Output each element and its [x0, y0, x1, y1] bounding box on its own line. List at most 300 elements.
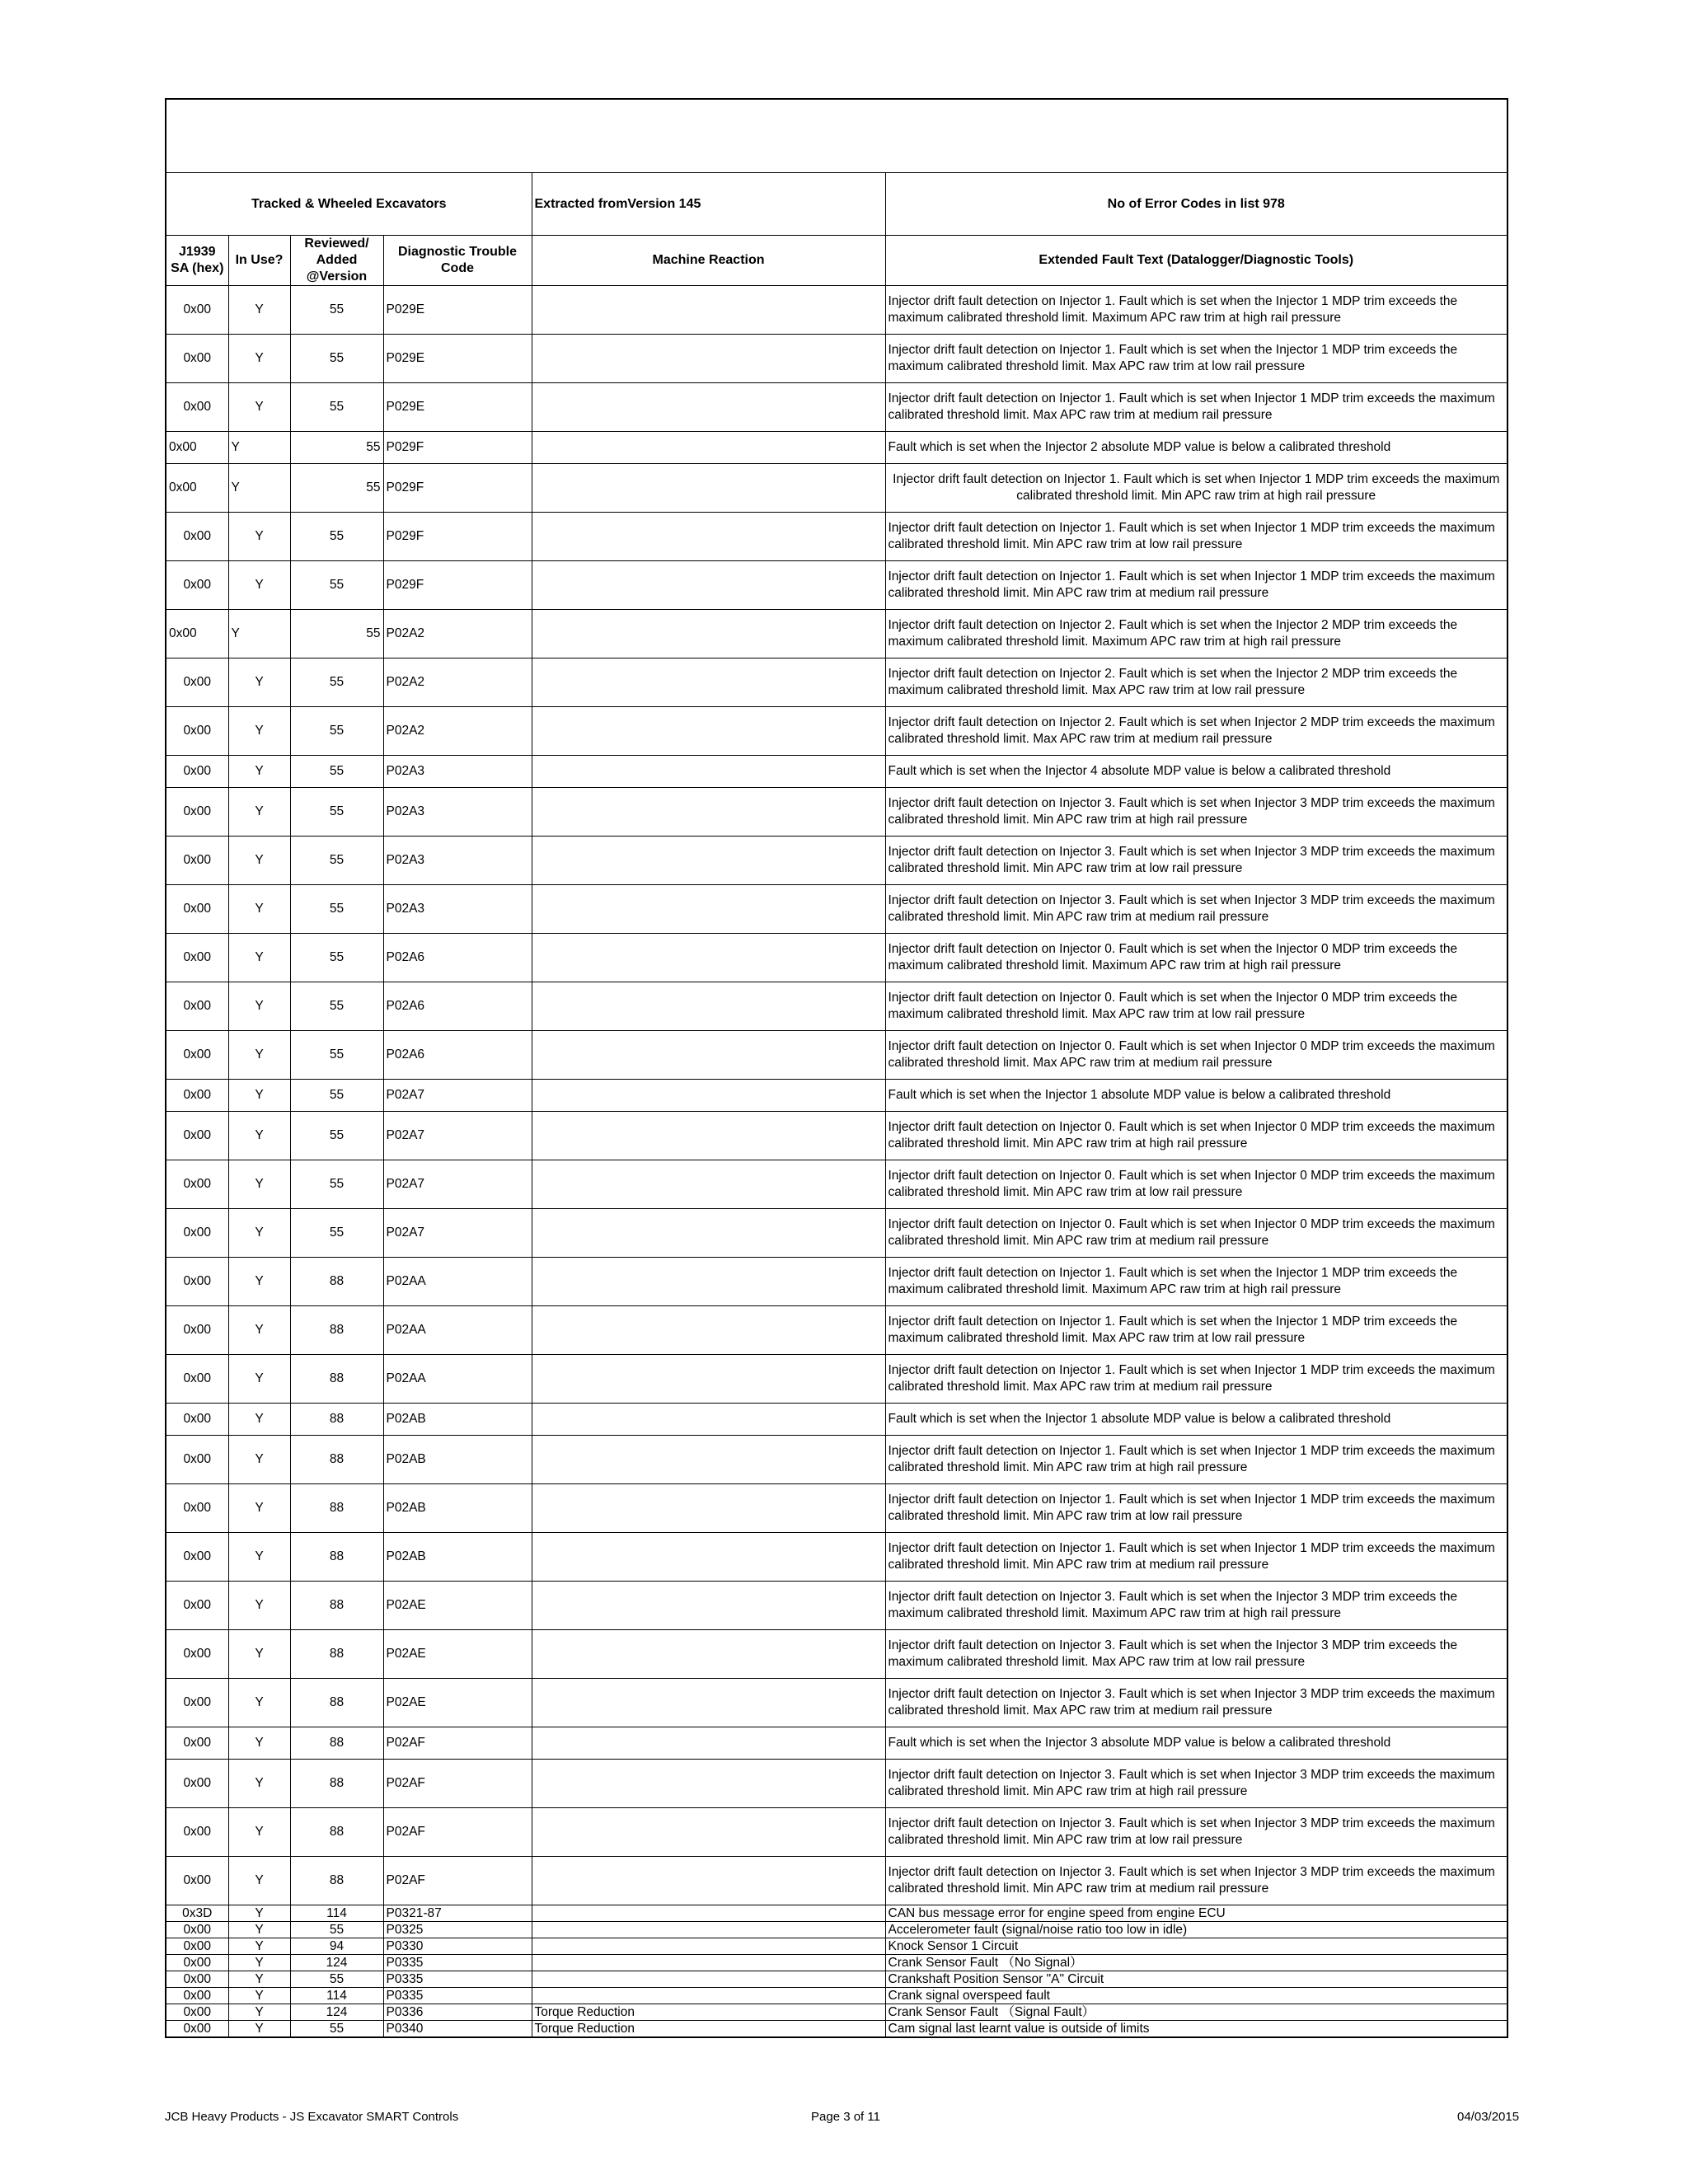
cell-version: 55: [290, 432, 383, 464]
cell-dtc: P02AB: [383, 1484, 532, 1533]
cell-sa: 0x00: [166, 1857, 228, 1905]
cell-reaction: [532, 513, 885, 561]
cell-version: 55: [290, 707, 383, 756]
cell-fault-text: Injector drift fault detection on Injector 3. Fault which is set when Injector 3 MDP trim exceeds the maximum calibrated threshold limit. Max APC raw trim at medium rail pressure: [885, 1679, 1507, 1727]
cell-in-use: Y: [228, 982, 290, 1031]
cell-reaction: [532, 432, 885, 464]
cell-fault-text: Injector drift fault detection on Injector 1. Fault which is set when Injector 1 MDP trim exceeds the maximum calibrated threshold limit. Min APC raw trim at low rail pressure: [885, 513, 1507, 561]
table-row: [166, 2004, 1507, 2021]
cell-sa: 0x00: [166, 837, 228, 885]
cell-fault-text: Injector drift fault detection on Injector 3. Fault which is set when Injector 3 MDP trim exceeds the maximum calibrated threshold limit. Min APC raw trim at medium rail pressure: [885, 1857, 1507, 1905]
cell-fault-text: Crank Sensor Fault （No Signal）: [885, 1955, 1507, 1971]
cell-fault-text: Injector drift fault detection on Injector 3. Fault which is set when Injector 3 MDP trim exceeds the maximum calibrated threshold limit. Min APC raw trim at low rail pressure: [885, 837, 1507, 885]
cell-in-use: Y: [228, 1679, 290, 1727]
cell-fault-text: Crank Sensor Fault （Signal Fault）: [885, 2004, 1507, 2021]
cell-in-use: Y: [228, 1760, 290, 1808]
cell-fault-text: Injector drift fault detection on Injector 0. Fault which is set when the Injector 0 MDP trim exceeds the maximum calibrated threshold limit. Max APC raw trim at low rail pressure: [885, 982, 1507, 1031]
cell-in-use: Y: [228, 1355, 290, 1404]
table-title-row: [166, 173, 1507, 236]
cell-in-use: Y: [228, 1306, 290, 1355]
cell-in-use: Y: [228, 1922, 290, 1938]
table-row: [166, 1484, 1507, 1533]
table-row: [166, 464, 1507, 513]
cell-sa: 0x00: [166, 1922, 228, 1938]
cell-in-use: Y: [228, 286, 290, 335]
cell-sa: 0x00: [166, 1080, 228, 1112]
cell-reaction: [532, 885, 885, 934]
cell-version: 55: [290, 1112, 383, 1160]
cell-reaction: [532, 1258, 885, 1306]
cell-dtc: P02A3: [383, 885, 532, 934]
cell-sa: 0x00: [166, 756, 228, 788]
cell-version: 88: [290, 1436, 383, 1484]
cell-in-use: Y: [228, 2021, 290, 2037]
cell-sa: 0x00: [166, 2021, 228, 2037]
cell-reaction: [532, 1857, 885, 1905]
cell-sa: 0x00: [166, 1938, 228, 1955]
cell-dtc: P02AB: [383, 1404, 532, 1436]
cell-version: 55: [290, 286, 383, 335]
cell-dtc: P02A2: [383, 707, 532, 756]
table-row: [166, 561, 1507, 610]
cell-dtc: P02A3: [383, 756, 532, 788]
table-row: [166, 1988, 1507, 2004]
cell-sa: 0x00: [166, 464, 228, 513]
cell-reaction: [532, 1160, 885, 1209]
cell-fault-text: Injector drift fault detection on Injector 1. Fault which is set when Injector 1 MDP trim exceeds the maximum calibrated threshold limit. Min APC raw trim at medium rail pressure: [885, 1533, 1507, 1582]
cell-fault-text: Fault which is set when the Injector 4 absolute MDP value is below a calibrated threshold: [885, 756, 1507, 788]
table-row: [166, 1080, 1507, 1112]
cell-fault-text: Injector drift fault detection on Injector 3. Fault which is set when Injector 3 MDP trim exceeds the maximum calibrated threshold limit. Min APC raw trim at medium rail pressure: [885, 885, 1507, 934]
cell-sa: 0x00: [166, 286, 228, 335]
cell-dtc: P02AE: [383, 1582, 532, 1630]
cell-reaction: [532, 335, 885, 383]
cell-dtc: P02A7: [383, 1160, 532, 1209]
cell-fault-text: Injector drift fault detection on Injector 2. Fault which is set when the Injector 2 MDP trim exceeds the maximum calibrated threshold limit. Max APC raw trim at low rail pressure: [885, 658, 1507, 707]
cell-fault-text: Injector drift fault detection on Injector 1. Fault which is set when the Injector 1 MDP trim exceeds the maximum calibrated threshold limit. Maximum APC raw trim at high rail pressure: [885, 1258, 1507, 1306]
cell-in-use: Y: [228, 1857, 290, 1905]
table-row: [166, 610, 1507, 658]
cell-fault-text: Injector drift fault detection on Injector 1. Fault which is set when Injector 1 MDP trim exceeds the maximum calibrated threshold limit. Max APC raw trim at medium rail pressure: [885, 383, 1507, 432]
cell-dtc: P02A2: [383, 658, 532, 707]
cell-in-use: Y: [228, 837, 290, 885]
cell-reaction: [532, 1679, 885, 1727]
table-row: [166, 286, 1507, 335]
cell-fault-text: Injector drift fault detection on Injector 0. Fault which is set when Injector 0 MDP trim exceeds the maximum calibrated threshold limit. Min APC raw trim at high rail pressure: [885, 1112, 1507, 1160]
cell-version: 88: [290, 1404, 383, 1436]
cell-version: 55: [290, 335, 383, 383]
cell-dtc: P02AE: [383, 1630, 532, 1679]
cell-sa: 0x00: [166, 561, 228, 610]
cell-version: 88: [290, 1533, 383, 1582]
cell-sa: 0x00: [166, 1760, 228, 1808]
cell-sa: 0x00: [166, 1404, 228, 1436]
cell-reaction: [532, 1630, 885, 1679]
cell-in-use: Y: [228, 658, 290, 707]
cell-version: 55: [290, 934, 383, 982]
table-row: [166, 1031, 1507, 1080]
cell-sa: 0x00: [166, 658, 228, 707]
cell-reaction: [532, 1905, 885, 1922]
table-row: [166, 1258, 1507, 1306]
cell-reaction: [532, 1404, 885, 1436]
cell-in-use: Y: [228, 1031, 290, 1080]
cell-reaction: [532, 1760, 885, 1808]
table-row: [166, 1112, 1507, 1160]
cell-reaction: [532, 707, 885, 756]
cell-fault-text: Injector drift fault detection on Injector 3. Fault which is set when Injector 3 MDP trim exceeds the maximum calibrated threshold limit. Min APC raw trim at high rail pressure: [885, 1760, 1507, 1808]
cell-version: 124: [290, 1955, 383, 1971]
cell-dtc: P02AB: [383, 1436, 532, 1484]
cell-reaction: [532, 1112, 885, 1160]
cell-sa: 0x00: [166, 383, 228, 432]
cell-sa: 0x00: [166, 1306, 228, 1355]
cell-sa: 0x00: [166, 1160, 228, 1209]
cell-in-use: Y: [228, 1484, 290, 1533]
cell-in-use: Y: [228, 610, 290, 658]
cell-in-use: Y: [228, 1582, 290, 1630]
cell-fault-text: Injector drift fault detection on Injector 1. Fault which is set when the Injector 1 MDP trim exceeds the maximum calibrated threshold limit. Max APC raw trim at low rail pressure: [885, 1306, 1507, 1355]
cell-version: 114: [290, 1988, 383, 2004]
cell-version: 55: [290, 1971, 383, 1988]
cell-reaction: [532, 1988, 885, 2004]
table-row: [166, 1533, 1507, 1582]
cell-sa: 0x00: [166, 1436, 228, 1484]
cell-in-use: Y: [228, 383, 290, 432]
cell-sa: 0x00: [166, 1533, 228, 1582]
cell-in-use: Y: [228, 707, 290, 756]
cell-sa: 0x00: [166, 707, 228, 756]
table-row: [166, 1679, 1507, 1727]
cell-dtc: P029F: [383, 432, 532, 464]
error-code-sheet: [165, 98, 1508, 2038]
cell-reaction: [532, 383, 885, 432]
col-header-reaction: Machine Reaction: [532, 236, 885, 286]
cell-in-use: Y: [228, 1727, 290, 1760]
table-row: [166, 383, 1507, 432]
cell-dtc: P02AF: [383, 1760, 532, 1808]
cell-version: 55: [290, 513, 383, 561]
cell-reaction: Torque Reduction: [532, 2004, 885, 2021]
cell-sa: 0x00: [166, 788, 228, 837]
cell-reaction: [532, 1436, 885, 1484]
cell-fault-text: Crankshaft Position Sensor "A" Circuit: [885, 1971, 1507, 1988]
table-row: [166, 788, 1507, 837]
cell-reaction: [532, 1938, 885, 1955]
cell-fault-text: Injector drift fault detection on Injector 3. Fault which is set when the Injector 3 MDP trim exceeds the maximum calibrated threshold limit. Maximum APC raw trim at high rail pressure: [885, 1582, 1507, 1630]
table-row: [166, 1209, 1507, 1258]
table-row: [166, 432, 1507, 464]
footer-page-number: Page 3 of 11: [811, 2110, 880, 2124]
cell-version: 88: [290, 1808, 383, 1857]
cell-in-use: Y: [228, 335, 290, 383]
cell-sa: 0x00: [166, 610, 228, 658]
table-row: [166, 1355, 1507, 1404]
cell-reaction: [532, 1209, 885, 1258]
cell-reaction: [532, 982, 885, 1031]
cell-in-use: Y: [228, 788, 290, 837]
cell-fault-text: Injector drift fault detection on Injector 1. Fault which is set when Injector 1 MDP trim exceeds the maximum calibrated threshold limit. Min APC raw trim at medium rail pressure: [885, 561, 1507, 610]
cell-in-use: Y: [228, 1258, 290, 1306]
cell-fault-text: Injector drift fault detection on Injector 2. Fault which is set when Injector 2 MDP trim exceeds the maximum calibrated threshold limit. Max APC raw trim at medium rail pressure: [885, 707, 1507, 756]
cell-dtc: P02A6: [383, 934, 532, 982]
cell-fault-text: Fault which is set when the Injector 2 absolute MDP value is below a calibrated threshold: [885, 432, 1507, 464]
cell-sa: 0x00: [166, 2004, 228, 2021]
cell-sa: 0x00: [166, 1258, 228, 1306]
cell-version: 55: [290, 788, 383, 837]
error-count-title: No of Error Codes in list 978: [885, 173, 1507, 236]
cell-in-use: Y: [228, 1971, 290, 1988]
footer-date: 04/03/2015: [1457, 2110, 1520, 2124]
cell-version: 55: [290, 1080, 383, 1112]
cell-reaction: [532, 1306, 885, 1355]
cell-reaction: [532, 1355, 885, 1404]
cell-in-use: Y: [228, 1404, 290, 1436]
cell-dtc: P02A7: [383, 1209, 532, 1258]
table-row: [166, 513, 1507, 561]
cell-reaction: [532, 1808, 885, 1857]
table-row: [166, 1808, 1507, 1857]
cell-fault-text: Injector drift fault detection on Injector 1. Fault which is set when the Injector 1 MDP trim exceeds the maximum calibrated threshold limit. Max APC raw trim at low rail pressure: [885, 335, 1507, 383]
cell-reaction: [532, 934, 885, 982]
col-header-dtc: Diagnostic Trouble Code: [383, 236, 532, 286]
cell-dtc: P029E: [383, 335, 532, 383]
cell-sa: 0x00: [166, 1727, 228, 1760]
cell-in-use: Y: [228, 1955, 290, 1971]
cell-sa: 0x00: [166, 1808, 228, 1857]
col-header-fault-text: Extended Fault Text (Datalogger/Diagnostic Tools): [885, 236, 1507, 286]
cell-dtc: P029E: [383, 286, 532, 335]
cell-sa: 0x3D: [166, 1905, 228, 1922]
cell-dtc: P02AA: [383, 1258, 532, 1306]
cell-version: 55: [290, 561, 383, 610]
cell-version: 88: [290, 1306, 383, 1355]
table-row: [166, 982, 1507, 1031]
cell-in-use: Y: [228, 1436, 290, 1484]
cell-fault-text: Fault which is set when the Injector 1 absolute MDP value is below a calibrated threshold: [885, 1404, 1507, 1436]
cell-fault-text: Accelerometer fault (signal/noise ratio too low in idle): [885, 1922, 1507, 1938]
cell-in-use: Y: [228, 1905, 290, 1922]
cell-dtc: P0330: [383, 1938, 532, 1955]
table-row: [166, 1971, 1507, 1988]
cell-fault-text: Injector drift fault detection on Injector 1. Fault which is set when the Injector 1 MDP trim exceeds the maximum calibrated threshold limit. Maximum APC raw trim at high rail pressure: [885, 286, 1507, 335]
table-row: [166, 707, 1507, 756]
table-row: [166, 1760, 1507, 1808]
cell-version: 55: [290, 2021, 383, 2037]
cell-dtc: P02A3: [383, 788, 532, 837]
table-row: [166, 1630, 1507, 1679]
cell-dtc: P02A2: [383, 610, 532, 658]
cell-sa: 0x00: [166, 335, 228, 383]
cell-in-use: Y: [228, 432, 290, 464]
cell-dtc: P029F: [383, 513, 532, 561]
cell-reaction: [532, 1484, 885, 1533]
cell-version: 55: [290, 610, 383, 658]
cell-dtc: P0336: [383, 2004, 532, 2021]
table-row: [166, 1727, 1507, 1760]
cell-dtc: P029F: [383, 561, 532, 610]
cell-version: 88: [290, 1727, 383, 1760]
cell-fault-text: Fault which is set when the Injector 1 absolute MDP value is below a calibrated threshold: [885, 1080, 1507, 1112]
machine-family-title: Tracked & Wheeled Excavators: [166, 173, 532, 236]
table-row: [166, 1160, 1507, 1209]
cell-in-use: Y: [228, 756, 290, 788]
cell-fault-text: Injector drift fault detection on Injector 3. Fault which is set when Injector 3 MDP trim exceeds the maximum calibrated threshold limit. Min APC raw trim at low rail pressure: [885, 1808, 1507, 1857]
cell-dtc: P02AB: [383, 1533, 532, 1582]
cell-sa: 0x00: [166, 1355, 228, 1404]
cell-dtc: P0335: [383, 1955, 532, 1971]
cell-dtc: P02A6: [383, 982, 532, 1031]
cell-dtc: P02AE: [383, 1679, 532, 1727]
col-header-version: Reviewed/ Added @Version: [290, 236, 383, 286]
cell-version: 55: [290, 1031, 383, 1080]
cell-dtc: P029E: [383, 383, 532, 432]
cell-sa: 0x00: [166, 885, 228, 934]
cell-fault-text: Crank signal overspeed fault: [885, 1988, 1507, 2004]
cell-reaction: [532, 1533, 885, 1582]
cell-version: 55: [290, 1160, 383, 1209]
cell-in-use: Y: [228, 934, 290, 982]
cell-dtc: P02AF: [383, 1808, 532, 1857]
cell-fault-text: Injector drift fault detection on Injector 0. Fault which is set when Injector 0 MDP trim exceeds the maximum calibrated threshold limit. Min APC raw trim at low rail pressure: [885, 1160, 1507, 1209]
table-row: [166, 335, 1507, 383]
cell-reaction: [532, 464, 885, 513]
cell-version: 88: [290, 1582, 383, 1630]
cell-dtc: P0325: [383, 1922, 532, 1938]
table-row: [166, 756, 1507, 788]
cell-reaction: Torque Reduction: [532, 2021, 885, 2037]
cell-fault-text: Injector drift fault detection on Injector 3. Fault which is set when the Injector 3 MDP trim exceeds the maximum calibrated threshold limit. Max APC raw trim at low rail pressure: [885, 1630, 1507, 1679]
cell-fault-text: Cam signal last learnt value is outside of limits: [885, 2021, 1507, 2037]
cell-dtc: P02A7: [383, 1080, 532, 1112]
cell-reaction: [532, 1727, 885, 1760]
cell-dtc: P0321-87: [383, 1905, 532, 1922]
cell-sa: 0x00: [166, 1031, 228, 1080]
extracted-version-title: Extracted fromVersion 145: [532, 173, 885, 236]
table-row: [166, 658, 1507, 707]
cell-version: 124: [290, 2004, 383, 2021]
cell-in-use: Y: [228, 885, 290, 934]
cell-dtc: P02A3: [383, 837, 532, 885]
cell-sa: 0x00: [166, 1988, 228, 2004]
blank-header-band: [166, 100, 1507, 173]
cell-sa: 0x00: [166, 934, 228, 982]
cell-sa: 0x00: [166, 1630, 228, 1679]
table-row: [166, 885, 1507, 934]
cell-fault-text: Injector drift fault detection on Injector 0. Fault which is set when the Injector 0 MDP trim exceeds the maximum calibrated threshold limit. Maximum APC raw trim at high rail pressure: [885, 934, 1507, 982]
cell-fault-text: Injector drift fault detection on Injector 3. Fault which is set when Injector 3 MDP trim exceeds the maximum calibrated threshold limit. Min APC raw trim at high rail pressure: [885, 788, 1507, 837]
table-row: [166, 1404, 1507, 1436]
cell-dtc: P02A6: [383, 1031, 532, 1080]
cell-dtc: P0335: [383, 1971, 532, 1988]
cell-version: 55: [290, 837, 383, 885]
cell-reaction: [532, 286, 885, 335]
cell-fault-text: Injector drift fault detection on Injector 1. Fault which is set when Injector 1 MDP trim exceeds the maximum calibrated threshold limit. Min APC raw trim at high rail pressure: [885, 1436, 1507, 1484]
cell-sa: 0x00: [166, 1582, 228, 1630]
cell-fault-text: Injector drift fault detection on Injector 1. Fault which is set when Injector 1 MDP trim exceeds the maximum calibrated threshold limit. Min APC raw trim at high rail pressure: [885, 464, 1507, 513]
cell-version: 88: [290, 1679, 383, 1727]
cell-in-use: Y: [228, 464, 290, 513]
table-row: [166, 837, 1507, 885]
cell-reaction: [532, 1971, 885, 1988]
cell-dtc: P029F: [383, 464, 532, 513]
cell-version: 114: [290, 1905, 383, 1922]
table-row: [166, 2021, 1507, 2037]
cell-sa: 0x00: [166, 1484, 228, 1533]
cell-sa: 0x00: [166, 1955, 228, 1971]
cell-reaction: [532, 610, 885, 658]
cell-dtc: P02AF: [383, 1857, 532, 1905]
table-body: [166, 286, 1507, 2037]
cell-version: 55: [290, 982, 383, 1031]
cell-version: 88: [290, 1630, 383, 1679]
cell-fault-text: Injector drift fault detection on Injector 0. Fault which is set when Injector 0 MDP trim exceeds the maximum calibrated threshold limit. Min APC raw trim at medium rail pressure: [885, 1209, 1507, 1258]
cell-sa: 0x00: [166, 1679, 228, 1727]
footer-document-title: JCB Heavy Products - JS Excavator SMART Controls: [165, 2110, 459, 2124]
cell-in-use: Y: [228, 1209, 290, 1258]
cell-in-use: Y: [228, 1808, 290, 1857]
cell-version: 94: [290, 1938, 383, 1955]
cell-version: 55: [290, 658, 383, 707]
table-row: [166, 1306, 1507, 1355]
cell-in-use: Y: [228, 1630, 290, 1679]
cell-dtc: P02A7: [383, 1112, 532, 1160]
table-row: [166, 1436, 1507, 1484]
cell-sa: 0x00: [166, 1112, 228, 1160]
cell-sa: 0x00: [166, 1971, 228, 1988]
table-row: [166, 1955, 1507, 1971]
cell-in-use: Y: [228, 1112, 290, 1160]
cell-sa: 0x00: [166, 982, 228, 1031]
error-code-table: [166, 173, 1507, 2036]
column-header-row: [166, 236, 1507, 286]
cell-fault-text: Knock Sensor 1 Circuit: [885, 1938, 1507, 1955]
cell-in-use: Y: [228, 1160, 290, 1209]
table-row: [166, 1905, 1507, 1922]
cell-reaction: [532, 756, 885, 788]
cell-reaction: [532, 1582, 885, 1630]
cell-fault-text: Injector drift fault detection on Injector 1. Fault which is set when Injector 1 MDP trim exceeds the maximum calibrated threshold limit. Max APC raw trim at medium rail pressure: [885, 1355, 1507, 1404]
col-header-sa: J1939 SA (hex): [166, 236, 228, 286]
table-row: [166, 934, 1507, 982]
cell-version: 55: [290, 1209, 383, 1258]
cell-version: 55: [290, 756, 383, 788]
cell-reaction: [532, 1031, 885, 1080]
table-row: [166, 1857, 1507, 1905]
table-row: [166, 1938, 1507, 1955]
cell-fault-text: Injector drift fault detection on Injector 2. Fault which is set when the Injector 2 MDP trim exceeds the maximum calibrated threshold limit. Maximum APC raw trim at high rail pressure: [885, 610, 1507, 658]
cell-fault-text: Injector drift fault detection on Injector 1. Fault which is set when Injector 1 MDP trim exceeds the maximum calibrated threshold limit. Min APC raw trim at low rail pressure: [885, 1484, 1507, 1533]
cell-version: 88: [290, 1760, 383, 1808]
cell-reaction: [532, 788, 885, 837]
cell-version: 88: [290, 1355, 383, 1404]
cell-in-use: Y: [228, 561, 290, 610]
cell-sa: 0x00: [166, 432, 228, 464]
cell-version: 55: [290, 464, 383, 513]
cell-version: 55: [290, 383, 383, 432]
cell-in-use: Y: [228, 1988, 290, 2004]
cell-reaction: [532, 1080, 885, 1112]
cell-dtc: P0335: [383, 1988, 532, 2004]
cell-version: 55: [290, 885, 383, 934]
cell-sa: 0x00: [166, 513, 228, 561]
cell-version: 55: [290, 1922, 383, 1938]
cell-in-use: Y: [228, 1080, 290, 1112]
cell-version: 88: [290, 1484, 383, 1533]
cell-in-use: Y: [228, 1938, 290, 1955]
cell-dtc: P02AA: [383, 1355, 532, 1404]
cell-in-use: Y: [228, 2004, 290, 2021]
